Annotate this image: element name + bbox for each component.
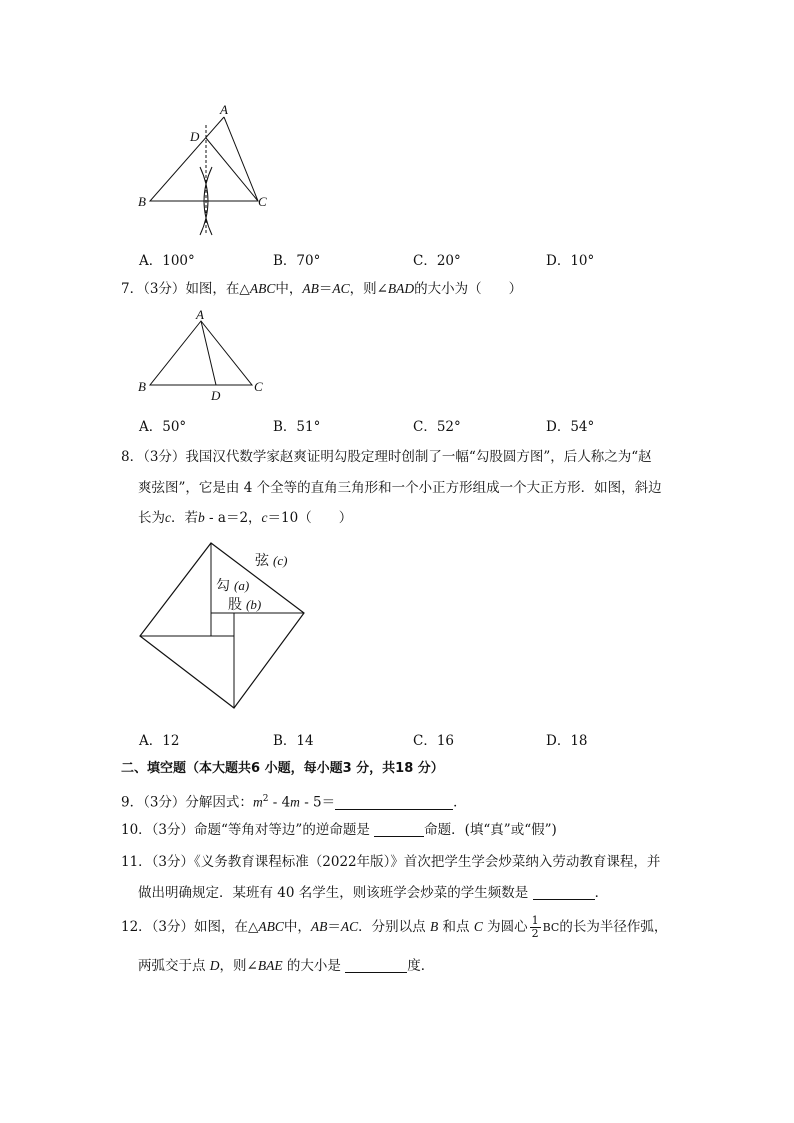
- q10-question: 10．（3分）命题“等角对等边”的逆命题是 命题．(填“真”或“假”): [121, 822, 557, 838]
- q8-option-b[interactable]: B．14: [273, 733, 314, 749]
- q6-option-b[interactable]: B．70°: [273, 253, 321, 269]
- q6-triangle: [150, 117, 258, 201]
- q12-line-1: 12．（3分）如图，在△ABC中，AB＝AC．分别以点 B 和点 C 为圆心 $\frac{1}{2}$ BC的长为半径作弧，: [121, 914, 668, 940]
- q8-option-c[interactable]: C．16: [413, 733, 455, 749]
- q6-figure: [130, 95, 280, 245]
- q8-label-gu: 股: [228, 597, 242, 613]
- q7-label-b: B: [138, 379, 146, 394]
- q8-label-gou-var: (a): [234, 578, 250, 593]
- q10-answer-blank[interactable]: [374, 822, 424, 837]
- q7-option-a[interactable]: A．50°: [139, 419, 187, 435]
- q7-triangle: [150, 321, 252, 385]
- q8-option-a[interactable]: A．12: [139, 733, 180, 749]
- q12-answer-blank[interactable]: [345, 958, 407, 973]
- q8-label-gou: 勾: [216, 578, 230, 594]
- q6-label-c: C: [258, 194, 267, 209]
- q8-option-d[interactable]: D．18: [546, 733, 588, 749]
- section-fill-in-heading: 二、填空题（本大题共6 小题，每小题3 分，共18 分）: [121, 761, 444, 776]
- q11-line-1: 11．（3分）《义务教育课程标准（2022年版）》首次把学生学会炒菜纳入劳动教育课程，并: [121, 854, 661, 870]
- q9-answer-blank[interactable]: [335, 795, 453, 810]
- q6-label-a: A: [220, 102, 228, 117]
- q7-question: 7．（3分）如图，在△ABC中，AB＝AC，则∠BAD的大小为（ ）: [121, 281, 523, 297]
- q6-segment-dc: [206, 138, 258, 201]
- q7-option-c[interactable]: C．52°: [413, 419, 461, 435]
- q8-line-1: 8．（3分）我国汉代数学家赵爽证明勾股定理时创制了一幅“勾股圆方图”，后人称之为“赵: [121, 449, 652, 465]
- q12-line-2: 两弧交于点 D，则∠BAE 的大小是 度．: [138, 958, 435, 974]
- q7-label-d: D: [211, 388, 221, 403]
- q6-option-c[interactable]: C．20°: [413, 253, 461, 269]
- q8-label-xian-var: (c): [273, 553, 288, 568]
- q7-figure: [130, 305, 280, 405]
- q8-line-2: 爽弦图”，它是由 4 个全等的直角三角形和一个小正方形组成一个大正方形．如图，斜边: [138, 480, 662, 496]
- q6-label-d: D: [190, 129, 200, 144]
- q6-label-b: B: [138, 194, 146, 209]
- q6-option-d[interactable]: D．10°: [546, 253, 595, 269]
- q12-fraction-half: $\frac{1}{2}$: [531, 914, 539, 940]
- q7-option-b[interactable]: B．51°: [273, 419, 321, 435]
- q8-zhao-shuang-figure: [130, 535, 320, 720]
- q9-question: 9．（3分）分解因式：$m^2 - 4m - 5=$ ．: [121, 794, 467, 811]
- q7-label-c: C: [254, 379, 263, 394]
- q7-label-a: A: [196, 307, 204, 322]
- q11-answer-blank[interactable]: [533, 885, 595, 900]
- q8-small-square: [211, 613, 234, 636]
- q8-label-gu-var: (b): [246, 597, 262, 612]
- q8-line-3: 长为c．若b - a＝2，c＝10（ ）: [138, 510, 353, 526]
- q11-line-2: 做出明确规定．某班有 40 名学生，则该班学会炒菜的学生频数是 ．: [138, 885, 609, 901]
- q6-option-a[interactable]: A．100°: [139, 253, 195, 269]
- q8-label-xian: 弦: [255, 553, 269, 569]
- q7-option-d[interactable]: D．54°: [546, 419, 595, 435]
